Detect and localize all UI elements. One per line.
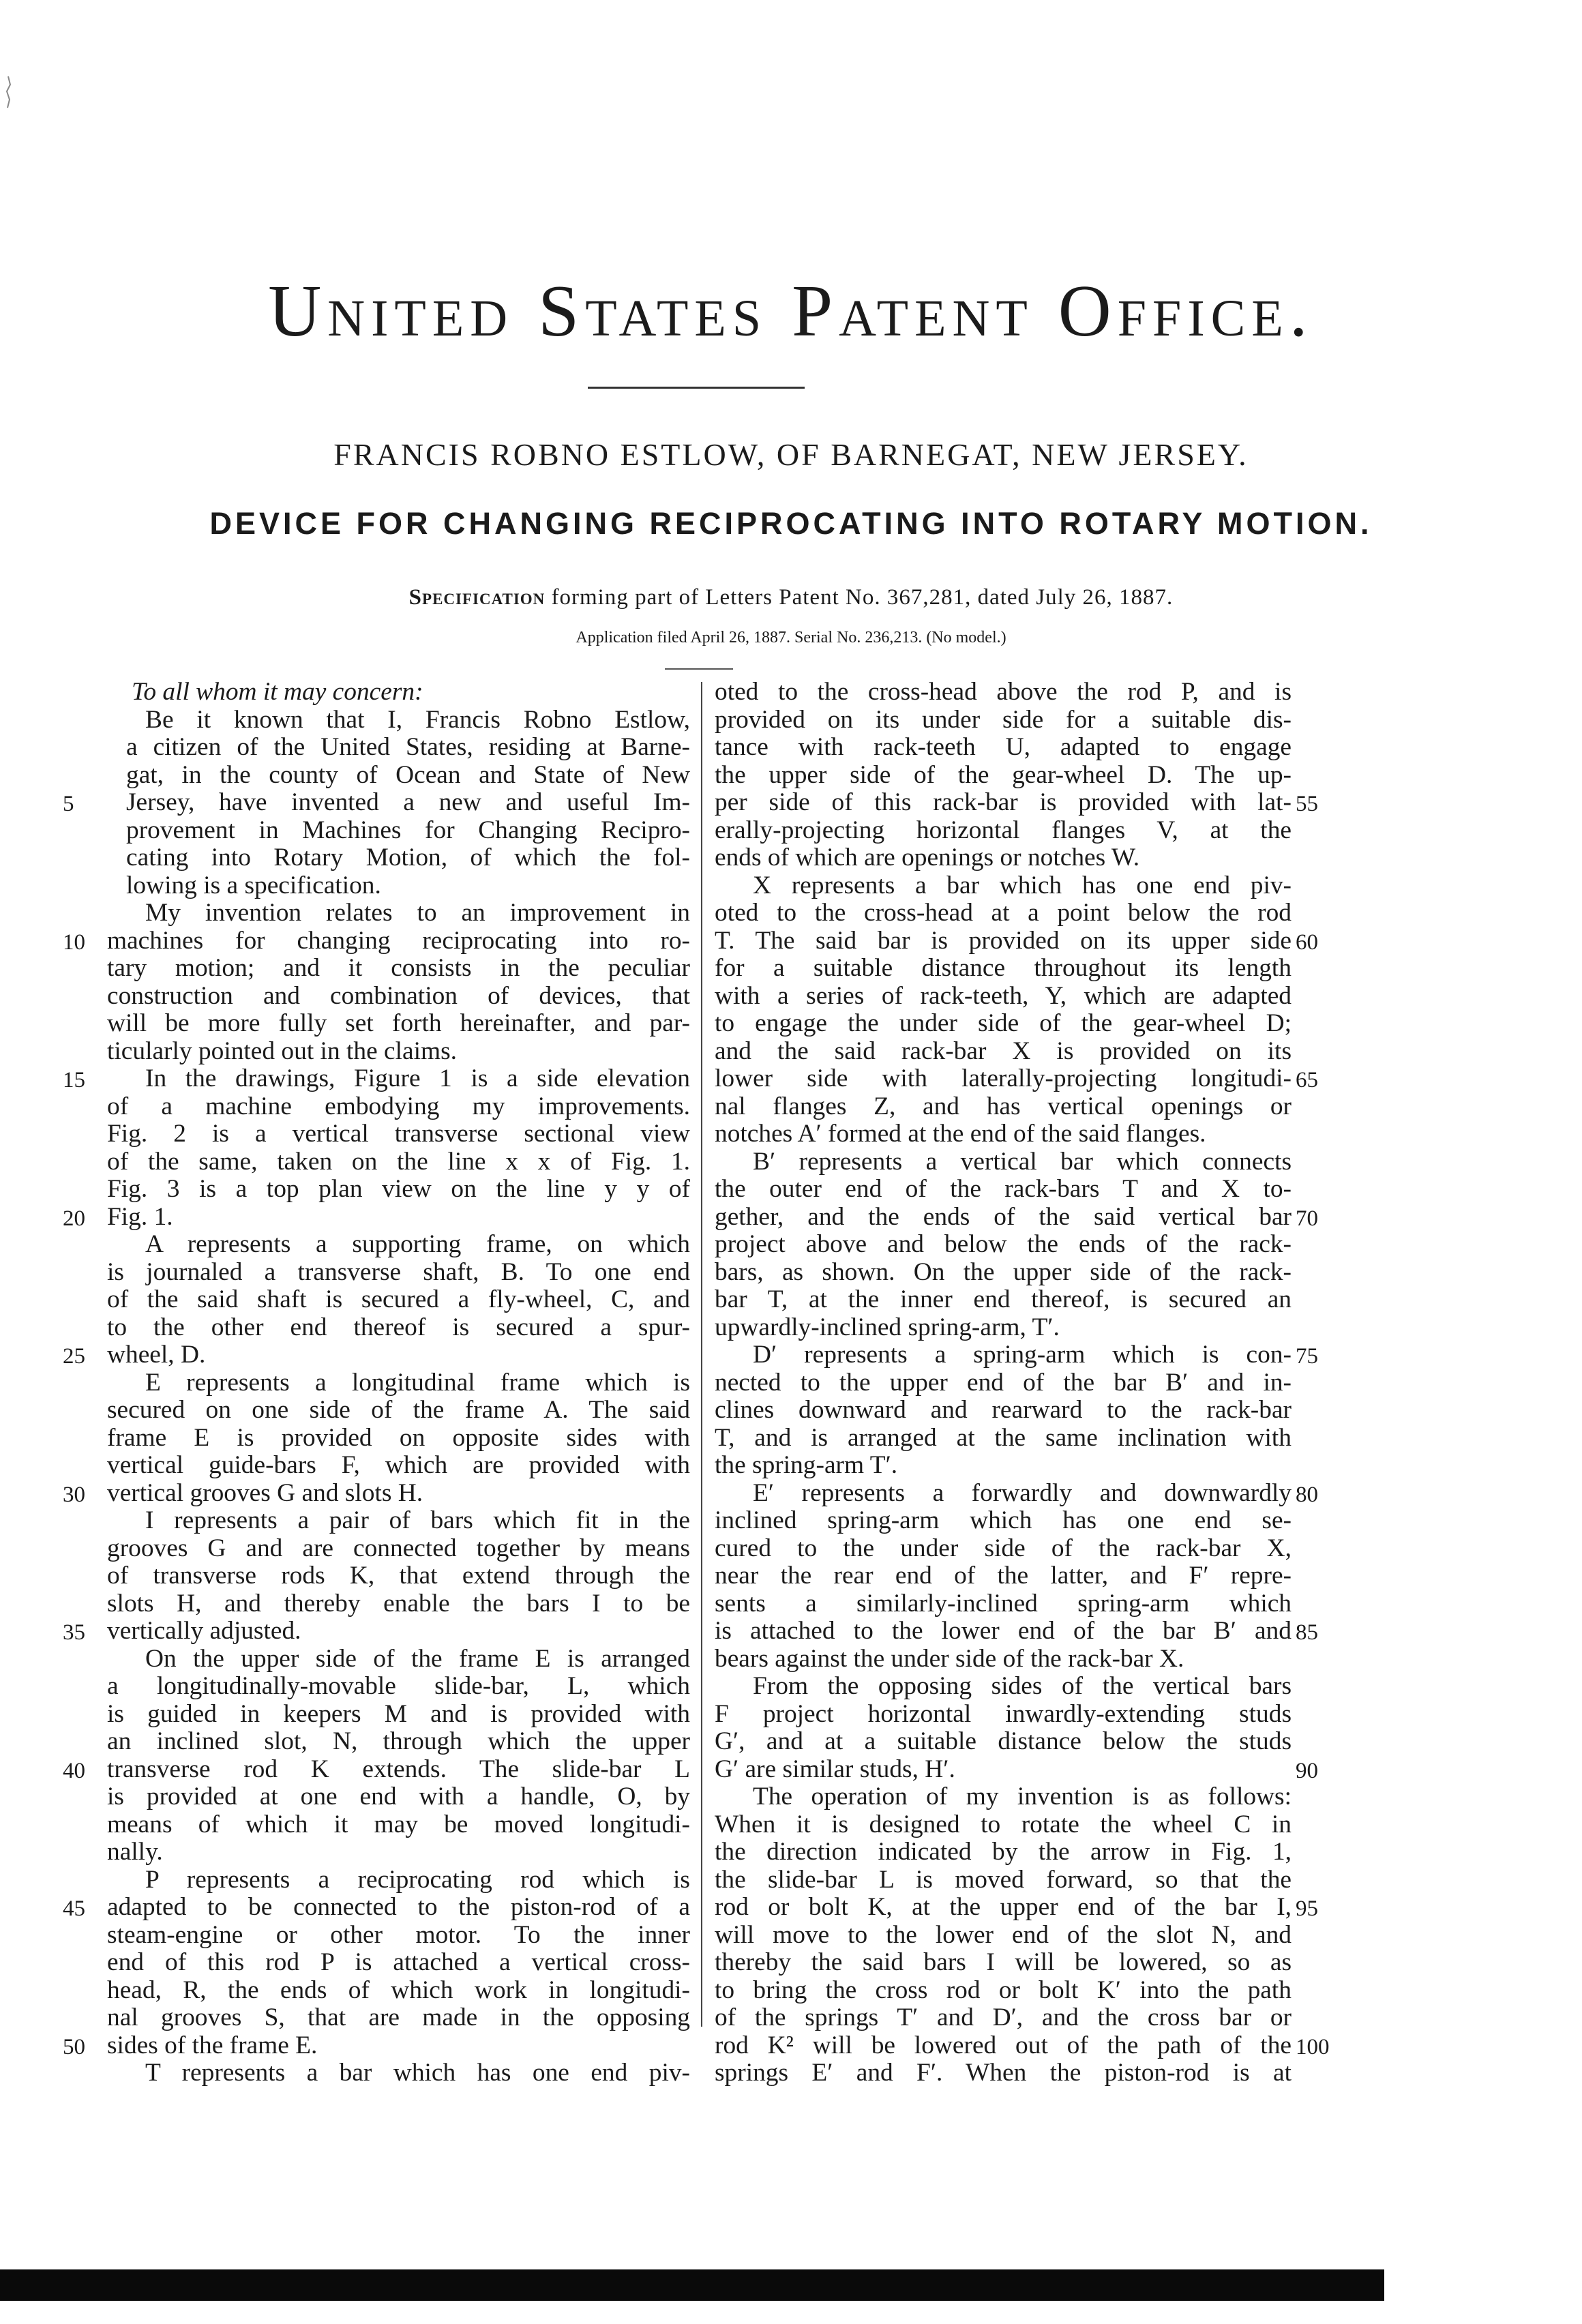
text-line: When it is designed to rotate the wheel C in xyxy=(715,1810,1292,1838)
text-line: vertical grooves G and slots H. xyxy=(107,1478,423,1507)
line-number: 85 xyxy=(1296,1620,1318,1645)
text-line: rod or bolt K, at the upper end of the bar I, xyxy=(715,1893,1292,1921)
text-line: with a series of rack-teeth, Y, which are adapted xyxy=(715,981,1292,1010)
line-number: 30 xyxy=(63,1482,85,1507)
text-line: F project horizontal inwardly-extending studs xyxy=(715,1699,1292,1728)
text-line: end of this rod P is attached a vertical cross- xyxy=(107,1948,690,1976)
line-number: 50 xyxy=(63,2034,85,2059)
text-line: springs E′ and F′. When the piston-rod is at xyxy=(715,2059,1292,2087)
text-line: to bring the cross rod or bolt K′ into the path xyxy=(715,1976,1292,2004)
inventor-line: FRANCIS ROBNO ESTLOW, OF BARNEGAT, NEW JERSEY. xyxy=(333,437,1249,472)
text-line: D′ represents a spring-arm which is con- xyxy=(753,1341,1292,1369)
line-number: 65 xyxy=(1296,1068,1318,1092)
text-line: the outer end of the rack-bars T and X to- xyxy=(715,1175,1292,1203)
text-line: is provided at one end with a handle, O, by xyxy=(107,1783,690,1811)
left-text-column xyxy=(107,679,690,2087)
line-number: 95 xyxy=(1296,1896,1318,1921)
text-line: is guided in keepers M and is provided with xyxy=(107,1699,690,1728)
line-number: 5 xyxy=(63,792,74,816)
line-number: 35 xyxy=(63,1620,85,1645)
text-line: provement in Machines for Changing Recipro- xyxy=(126,816,690,844)
text-line: to engage the under side of the gear-wheel D; xyxy=(715,1009,1292,1037)
text-line: vertically adjusted. xyxy=(107,1617,301,1645)
text-line: slots H, and thereby enable the bars I to be xyxy=(107,1589,690,1618)
text-line: nected to the upper end of the bar B′ and in- xyxy=(715,1368,1292,1397)
text-line: secured on one side of the frame A. The said xyxy=(107,1396,690,1424)
line-number: 15 xyxy=(63,1068,85,1092)
text-line: G′ are similar studs, H′. xyxy=(715,1755,955,1783)
specification-line xyxy=(0,585,1582,610)
text-line: cured to the under side of the rack-bar X, xyxy=(715,1534,1292,1562)
text-line: the slide-bar L is moved forward, so that the xyxy=(715,1865,1292,1894)
text-line: grooves G and are connected together by means xyxy=(107,1534,690,1562)
text-line: bars, as shown. On the upper side of the rack- xyxy=(715,1257,1292,1286)
text-line: upwardly-inclined spring-arm, T′. xyxy=(715,1313,1060,1341)
text-line: will move to the lower end of the slot N, and xyxy=(715,1920,1292,1949)
text-line: sents a similarly-inclined spring-arm which xyxy=(715,1589,1292,1618)
text-line: inclined spring-arm which has one end se- xyxy=(715,1506,1292,1534)
text-line: of the same, taken on the line x x of Fig. 1. xyxy=(107,1147,690,1176)
text-line: nally. xyxy=(107,1838,163,1866)
text-line: Fig. 3 is a top plan view on the line y y of xyxy=(107,1175,690,1203)
text-line: the spring-arm T′. xyxy=(715,1451,898,1479)
text-line: Fig. 1. xyxy=(107,1202,173,1231)
text-line: nal flanges Z, and has vertical openings or xyxy=(715,1092,1292,1120)
text-line: ticularly pointed out in the claims. xyxy=(107,1037,457,1065)
text-line: wheel, D. xyxy=(107,1341,206,1369)
scan-speck xyxy=(4,75,12,116)
text-line: To all whom it may concern: xyxy=(132,678,423,706)
column-divider xyxy=(701,682,702,2027)
text-line: project above and below the ends of the rack- xyxy=(715,1230,1292,1258)
text-line: T. The said bar is provided on its upper side xyxy=(715,926,1292,955)
text-line: I represents a pair of bars which fit in the xyxy=(145,1506,690,1534)
text-line: a citizen of the United States, residing at Barne- xyxy=(126,733,690,761)
text-line: an inclined slot, N, through which the upper xyxy=(107,1727,690,1755)
text-line: T represents a bar which has one end piv- xyxy=(145,2059,690,2087)
text-line: steam-engine or other motor. To the inner xyxy=(107,1920,690,1949)
text-line: the direction indicated by the arrow in Fig. 1, xyxy=(715,1838,1292,1866)
line-number: 80 xyxy=(1296,1482,1318,1507)
line-number: 45 xyxy=(63,1896,85,1921)
text-line: thereby the said bars I will be lowered, so as xyxy=(715,1948,1292,1976)
text-line: On the upper side of the frame E is arranged xyxy=(145,1644,690,1673)
text-line: frame E is provided on opposite sides with xyxy=(107,1423,690,1452)
title-rule xyxy=(588,387,805,389)
right-text-column xyxy=(715,679,1292,2087)
text-line: E′ represents a forwardly and downwardly xyxy=(753,1478,1292,1507)
text-line: nal grooves S, that are made in the opposing xyxy=(107,2003,690,2031)
text-line: G′, and at a suitable distance below the studs xyxy=(715,1727,1292,1755)
text-line: A represents a supporting frame, on which xyxy=(145,1230,690,1258)
text-line: From the opposing sides of the vertical bars xyxy=(753,1672,1292,1700)
text-line: machines for changing reciprocating into ro- xyxy=(107,926,690,955)
text-line: Fig. 2 is a vertical transverse sectional view xyxy=(107,1120,690,1148)
text-line: tary motion; and it consists in the peculiar xyxy=(107,954,690,982)
text-line: is attached to the lower end of the bar B′ and xyxy=(715,1617,1292,1645)
line-number: 20 xyxy=(63,1206,85,1231)
text-line: transverse rod K extends. The slide-bar L xyxy=(107,1755,690,1783)
text-line: to the other end thereof is secured a spur- xyxy=(107,1313,690,1341)
text-line: E represents a longitudinal frame which is xyxy=(145,1368,690,1397)
text-line: Jersey, have invented a new and useful Im- xyxy=(126,788,690,816)
text-line: ends of which are openings or notches W. xyxy=(715,844,1140,872)
line-number: 70 xyxy=(1296,1206,1318,1231)
text-line: X represents a bar which has one end piv- xyxy=(753,871,1292,899)
text-line: clines downward and rearward to the rack-bar xyxy=(715,1396,1292,1424)
text-line: of a machine embodying my improvements. xyxy=(107,1092,690,1120)
text-line: a longitudinally-movable slide-bar, L, which xyxy=(107,1672,690,1700)
text-line: oted to the cross-head at a point below the rod xyxy=(715,899,1292,927)
text-line: rod K² will be lowered out of the path of the xyxy=(715,2031,1292,2059)
text-line: for a suitable distance throughout its length xyxy=(715,954,1292,982)
text-line: sides of the frame E. xyxy=(107,2031,318,2059)
text-line: My invention relates to an improvement in xyxy=(145,899,690,927)
text-line: near the rear end of the latter, and F′ repre- xyxy=(715,1562,1292,1590)
specification-text: forming part of Letters Patent No. 367,281, dated July 26, 1887. xyxy=(551,585,1174,610)
text-line: B′ represents a vertical bar which connects xyxy=(753,1147,1292,1176)
text-line: gat, in the county of Ocean and State of New xyxy=(126,760,690,789)
text-line: tance with rack-teeth U, adapted to engage xyxy=(715,733,1292,761)
text-line: erally-projecting horizontal flanges V, at the xyxy=(715,816,1292,844)
text-line: construction and combination of devices, that xyxy=(107,981,690,1010)
line-number: 75 xyxy=(1296,1344,1318,1369)
text-line: T, and is arranged at the same inclination with xyxy=(715,1423,1292,1452)
text-line: means of which it may be moved longitudi- xyxy=(107,1810,690,1838)
header-rule xyxy=(665,668,733,670)
invention-title: DEVICE FOR CHANGING RECIPROCATING INTO ROTARY MOTION. xyxy=(209,506,1373,541)
text-line: the upper side of the gear-wheel D. The up- xyxy=(715,760,1292,789)
line-number: 55 xyxy=(1296,792,1318,816)
text-line: will be more fully set forth hereinafter, and par- xyxy=(107,1009,690,1037)
text-line: provided on its under side for a suitable dis- xyxy=(715,705,1292,734)
application-line: Application filed April 26, 1887. Serial No. 236,213. (No model.) xyxy=(576,629,1006,646)
line-number: 90 xyxy=(1296,1758,1318,1783)
text-line: of transverse rods K, that extend through the xyxy=(107,1562,690,1590)
text-line: Be it known that I, Francis Robno Estlow, xyxy=(145,705,690,734)
specification-label: Specification xyxy=(408,585,546,610)
text-line: per side of this rack-bar is provided with lat- xyxy=(715,788,1292,816)
scan-border-bar xyxy=(0,2269,1384,2301)
text-line: of the said shaft is secured a fly-wheel, C, and xyxy=(107,1285,690,1313)
text-line: P represents a reciprocating rod which is xyxy=(145,1865,690,1894)
text-line: bears against the under side of the rack-bar X. xyxy=(715,1644,1184,1673)
text-line: lower side with laterally-projecting longitudi- xyxy=(715,1064,1292,1092)
text-line: of the springs T′ and D′, and the cross bar or xyxy=(715,2003,1292,2031)
text-line: and the said rack-bar X is provided on its xyxy=(715,1037,1292,1065)
text-line: oted to the cross-head above the rod P, and is xyxy=(715,678,1292,706)
text-line: bar T, at the inner end thereof, is secured an xyxy=(715,1285,1292,1313)
text-line: cating into Rotary Motion, of which the fol- xyxy=(126,844,690,872)
line-number: 60 xyxy=(1296,929,1318,955)
text-line: is journaled a transverse shaft, B. To one end xyxy=(107,1257,690,1286)
text-line: adapted to be connected to the piston-rod of a xyxy=(107,1893,690,1921)
patent-office-title: United States Patent Office. xyxy=(268,271,1314,352)
line-number: 40 xyxy=(63,1758,85,1783)
text-line: In the drawings, Figure 1 is a side elevation xyxy=(145,1064,690,1092)
text-line: notches A′ formed at the end of the said flanges. xyxy=(715,1120,1206,1148)
text-line: gether, and the ends of the said vertical bar xyxy=(715,1202,1292,1231)
text-line: The operation of my invention is as follows: xyxy=(753,1783,1292,1811)
text-line: head, R, the ends of which work in longitudi- xyxy=(107,1976,690,2004)
text-line: vertical guide-bars F, which are provided with xyxy=(107,1451,690,1479)
line-number: 100 xyxy=(1296,2034,1330,2059)
line-number: 25 xyxy=(63,1344,85,1369)
text-line: lowing is a specification. xyxy=(126,871,381,899)
line-number: 10 xyxy=(63,929,85,955)
